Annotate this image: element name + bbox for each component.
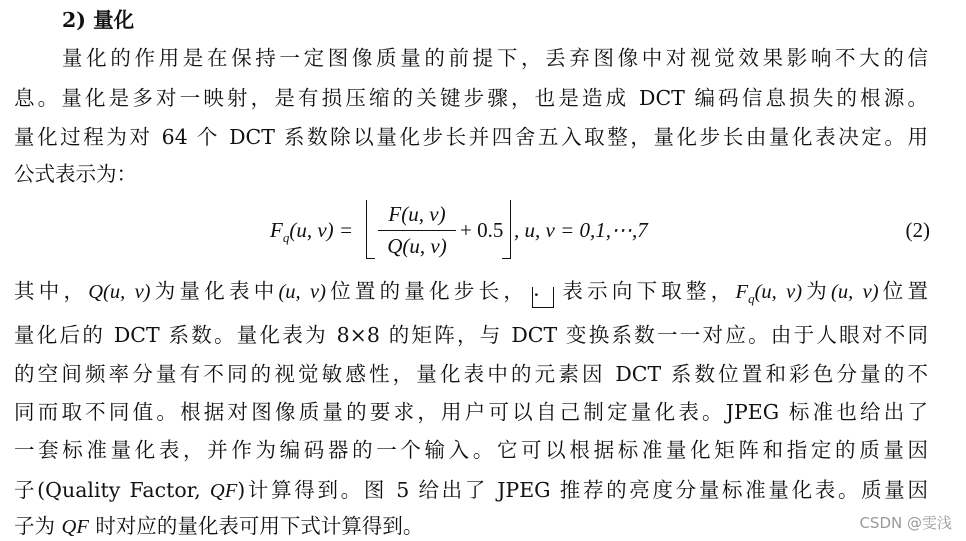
text-line: 公式表示为： <box>14 162 137 186</box>
equation-plus-term: + 0.5 <box>460 218 504 242</box>
text-line: 的空间频率分量有不同的视觉敏感性，量化表中的元素因 DCT 系数位置和彩色分量的不 <box>14 362 928 386</box>
watermark: CSDN @雯浅 <box>859 514 952 532</box>
text-line: 量化后的 DCT 系数。量化表为 8×8 的矩阵，与 DCT 变换系数一一对应。由于人眼对不同 <box>14 323 928 347</box>
fraction-denominator: Q(u, v) <box>387 234 447 258</box>
floor-bracket-right <box>502 200 511 259</box>
text-line: 息。量化是多对一映射，是有损压缩的关键步骤，也是造成 DCT 编码信息损失的根源。 <box>14 86 928 110</box>
text-line: 量化过程为对 64 个 DCT 系数除以量化步长并四舍五入取整，量化步长由量化表决定。用 <box>14 125 928 149</box>
equation-number: (2) <box>905 218 930 242</box>
text-line: 同而取不同值。根据对图像质量的要求，用户可以自己制定量化表。JPEG 标准也给出了 <box>14 400 928 424</box>
section-heading: 2) 量化 <box>62 8 135 32</box>
text-line: 一套标准量化表，并作为编码器的一个输入。它可以根据标准量化矩阵和指定的质量因 <box>14 438 928 462</box>
fraction-numerator: F(u, v) <box>378 202 456 231</box>
equation-lhs: $F_q(u$, v) = <box>270 218 354 246</box>
text-line: 子(Quality Factor, QF)计算得到。图 5 给出了 JPEG 推荐的亮度分量标准量化表。质量因 <box>14 478 928 502</box>
floor-symbol: · <box>532 287 554 308</box>
floor-bracket-left <box>366 200 375 259</box>
text-line: 量化的作用是在保持一定图像质量的前提下，丢弃图像中对视觉效果影响不大的信 <box>62 46 928 70</box>
text-line: 子为 QF 时对应的量化表可用下式计算得到。 <box>14 514 424 538</box>
fraction <box>378 202 456 259</box>
equation-2 <box>270 198 930 268</box>
equation-condition: , u, v = 0,1,⋯,7 <box>514 218 648 242</box>
text-line: 其中，Q(u, v)为量化表中(u, v)位置的量化步长， · 表示向下取整，$F_q(u$, v)为(u, v)位置 <box>14 279 929 307</box>
